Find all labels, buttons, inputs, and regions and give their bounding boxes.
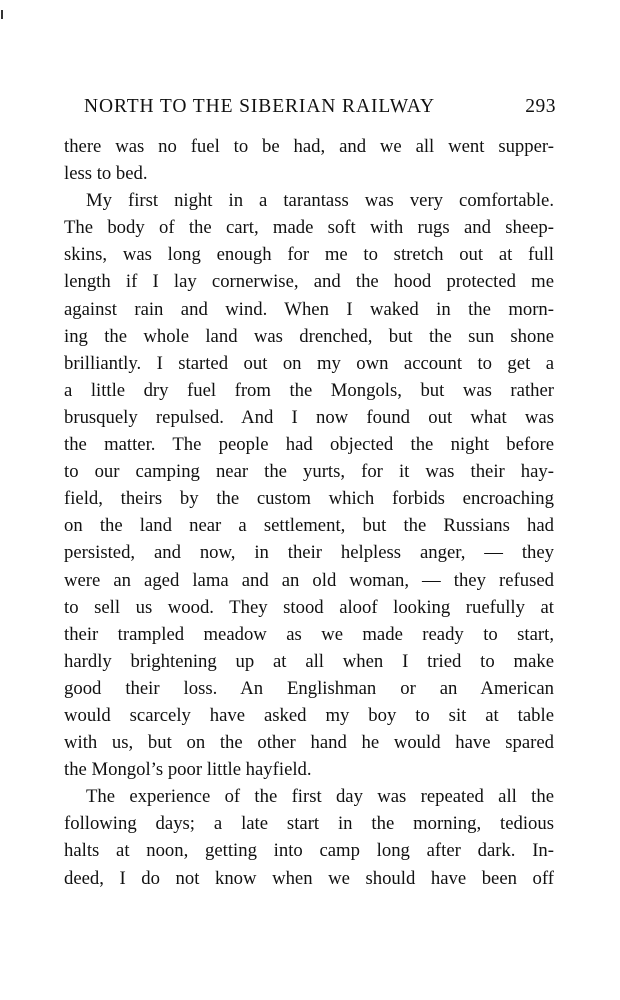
page-number: 293 xyxy=(525,96,556,117)
text-line: there was no fuel to be had, and we all went supper- xyxy=(64,136,554,157)
text-line: brusquely repulsed. And I now found out what was xyxy=(64,406,554,428)
body-text xyxy=(64,133,554,892)
text-line: My first night in a tarantass was very comfortable. xyxy=(86,190,554,212)
paragraph xyxy=(64,133,554,187)
text-line: The experience of the first day was repeated all the xyxy=(86,786,554,808)
text-line: the matter. The people had objected the night before xyxy=(64,434,554,456)
text-line: with us, but on the other hand he would have spared xyxy=(64,732,554,754)
text-line: good their loss. An Englishman or an American xyxy=(64,677,554,699)
scan-edge-mark xyxy=(1,10,3,19)
text-line: were an aged lama and an old woman, — they refused xyxy=(64,569,554,591)
running-head-title: NORTH TO THE SIBERIAN RAILWAY xyxy=(84,96,436,117)
text-line: persisted, and now, in their helpless anger, — they xyxy=(64,542,554,564)
text-line: on the land near a settlement, but the Russians had xyxy=(64,515,554,537)
text-line: halts at noon, getting into camp long after dark. In- xyxy=(64,840,554,862)
text-line: would scarcely have asked my boy to sit at table xyxy=(64,704,554,726)
running-head xyxy=(84,96,556,118)
text-line: a little dry fuel from the Mongols, but was rather xyxy=(64,379,554,401)
text-line: deed, I do not know when we should have been off xyxy=(64,867,554,889)
text-line: length if I lay cornerwise, and the hood protected me xyxy=(64,271,554,293)
text-line: The body of the cart, made soft with rugs and sheep- xyxy=(64,217,554,239)
paragraph xyxy=(64,783,554,891)
text-line: hardly brightening up at all when I tried to make xyxy=(64,650,554,672)
text-line: to our camping near the yurts, for it was their hay- xyxy=(64,461,554,483)
text-line: the Mongol’s poor little hayfield. xyxy=(64,759,312,781)
text-line: skins, was long enough for me to stretch out at full xyxy=(64,244,554,266)
paragraph xyxy=(64,187,554,783)
text-line: to sell us wood. They stood aloof looking ruefully at xyxy=(64,596,554,618)
text-line: against rain and wind. When I waked in the morn- xyxy=(64,298,554,320)
text-line: ing the whole land was drenched, but the sun shone xyxy=(64,325,554,347)
text-line: their trampled meadow as we made ready to start, xyxy=(64,623,554,645)
text-line: less to bed. xyxy=(64,163,148,185)
text-line: brilliantly. I started out on my own account to get a xyxy=(64,352,554,374)
text-line: field, theirs by the custom which forbids encroaching xyxy=(64,488,554,510)
text-line: following days; a late start in the morning, tedious xyxy=(64,813,554,835)
